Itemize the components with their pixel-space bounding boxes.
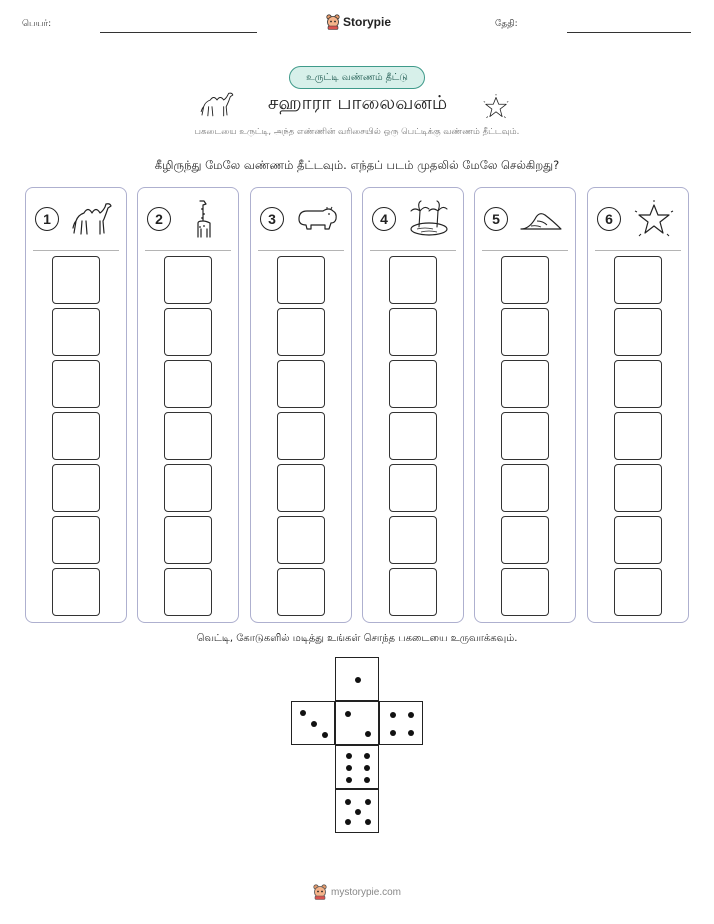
color-box[interactable]: [501, 464, 549, 512]
brand-name: Storypie: [343, 15, 392, 29]
color-box[interactable]: [501, 516, 549, 564]
dice-pip: [408, 730, 414, 736]
dice-pip: [364, 753, 370, 759]
color-box[interactable]: [389, 464, 437, 512]
camel-icon: [70, 199, 114, 239]
color-box[interactable]: [52, 308, 100, 356]
color-box[interactable]: [501, 568, 549, 616]
column-divider: [33, 250, 119, 251]
star-icon: [481, 93, 511, 121]
dice-pip: [364, 765, 370, 771]
worksheet-header: [0, 0, 714, 50]
dice-face-1: [335, 657, 379, 701]
color-box[interactable]: [52, 516, 100, 564]
dice-face-3: [291, 701, 335, 745]
column-number: 2: [147, 207, 171, 231]
name-line[interactable]: [100, 32, 257, 33]
star-icon: [632, 199, 676, 239]
color-box[interactable]: [614, 412, 662, 460]
color-box[interactable]: [52, 568, 100, 616]
dice-pip: [365, 819, 371, 825]
footer-url[interactable]: mystorypie.com: [330, 886, 401, 898]
color-box[interactable]: [277, 360, 325, 408]
color-box[interactable]: [164, 412, 212, 460]
dice-face-6: [335, 745, 379, 789]
dice-face-5: [335, 789, 379, 833]
color-box[interactable]: [52, 412, 100, 460]
color-box[interactable]: [277, 412, 325, 460]
footer: [0, 884, 714, 900]
column-divider: [482, 250, 568, 251]
color-box[interactable]: [389, 308, 437, 356]
color-box[interactable]: [277, 256, 325, 304]
dice-pip: [345, 819, 351, 825]
hippo-icon: [295, 199, 339, 239]
dice-pip: [390, 712, 396, 718]
column-divider: [370, 250, 456, 251]
column-1: [25, 187, 127, 623]
name-label: பெயர்:: [22, 19, 52, 29]
date-line[interactable]: [567, 32, 691, 33]
column-divider: [258, 250, 344, 251]
title-row: [0, 90, 714, 122]
sand-dune-icon: [519, 199, 563, 239]
column-number: 3: [260, 207, 284, 231]
column-number: 4: [372, 207, 396, 231]
color-box[interactable]: [389, 412, 437, 460]
date-label: தேதி:: [495, 19, 518, 29]
color-box[interactable]: [277, 516, 325, 564]
color-box[interactable]: [501, 412, 549, 460]
color-box[interactable]: [614, 308, 662, 356]
dice-pip: [364, 777, 370, 783]
column-2: [137, 187, 239, 623]
column-6: [587, 187, 689, 623]
color-box[interactable]: [614, 256, 662, 304]
color-box[interactable]: [164, 256, 212, 304]
column-number: 6: [597, 207, 621, 231]
dice-face-4: [379, 701, 423, 745]
dice-pip: [408, 712, 414, 718]
color-box[interactable]: [389, 256, 437, 304]
column-header: [588, 188, 688, 250]
color-box[interactable]: [389, 568, 437, 616]
dice-pip: [365, 731, 371, 737]
dice-pip: [390, 730, 396, 736]
color-box[interactable]: [389, 516, 437, 564]
dice-pip: [300, 710, 306, 716]
column-number: 5: [484, 207, 508, 231]
color-box[interactable]: [501, 360, 549, 408]
page-title: சஹாரா பாலைவனம்: [267, 92, 448, 114]
brand-logo: [326, 14, 391, 30]
color-box[interactable]: [277, 568, 325, 616]
dice-pip: [346, 777, 352, 783]
column-3: [250, 187, 352, 623]
column-divider: [145, 250, 231, 251]
color-box[interactable]: [389, 360, 437, 408]
color-box[interactable]: [52, 360, 100, 408]
dice-pip: [365, 799, 371, 805]
column-header: [475, 188, 575, 250]
storypie-mascot-icon: [313, 884, 327, 900]
oasis-icon: [407, 199, 451, 239]
color-box[interactable]: [164, 464, 212, 512]
cut-fold-instruction: வெட்டி, கோடுகளில் மடித்து உங்கள் சொந்த பகடையை உருவாக்கவும்.: [196, 633, 518, 644]
instruction-text: கீழிருந்து மேலே வண்ணம் தீட்டவும். எந்தப் படம் முதலில் மேலே செல்கிறது?: [154, 158, 560, 172]
dice-pip: [346, 765, 352, 771]
dice-pip: [322, 732, 328, 738]
color-box[interactable]: [501, 256, 549, 304]
color-box[interactable]: [614, 360, 662, 408]
dice-pip: [345, 711, 351, 717]
color-box[interactable]: [277, 464, 325, 512]
color-box[interactable]: [614, 516, 662, 564]
column-5: [474, 187, 576, 623]
color-box[interactable]: [501, 308, 549, 356]
column-divider: [595, 250, 681, 251]
storypie-mascot-icon: [326, 14, 340, 30]
subtitle: பகடையை உருட்டி, அந்த எண்ணின் வரிசையில் ஒரு பெட்டிக்கு வண்ணம் தீட்டவும்.: [194, 127, 520, 137]
color-box[interactable]: [164, 516, 212, 564]
dice-pip: [311, 721, 317, 727]
column-header: [251, 188, 351, 250]
column-header: [138, 188, 238, 250]
color-box[interactable]: [52, 464, 100, 512]
color-box[interactable]: [277, 308, 325, 356]
column-header: [363, 188, 463, 250]
camel-icon: [198, 90, 236, 120]
color-box[interactable]: [164, 568, 212, 616]
color-box[interactable]: [52, 256, 100, 304]
column-header: [26, 188, 126, 250]
dice-pip: [345, 799, 351, 805]
color-box[interactable]: [164, 360, 212, 408]
activity-badge: உருட்டி வண்ணம் தீட்டு: [289, 66, 425, 89]
color-box[interactable]: [614, 568, 662, 616]
giraffe-icon: [182, 199, 226, 239]
color-box[interactable]: [164, 308, 212, 356]
dice-pip: [346, 753, 352, 759]
color-box[interactable]: [614, 464, 662, 512]
dice-pip: [355, 677, 361, 683]
column-4: [362, 187, 464, 623]
column-number: 1: [35, 207, 59, 231]
dice-face-2: [335, 701, 379, 745]
dice-pip: [355, 809, 361, 815]
